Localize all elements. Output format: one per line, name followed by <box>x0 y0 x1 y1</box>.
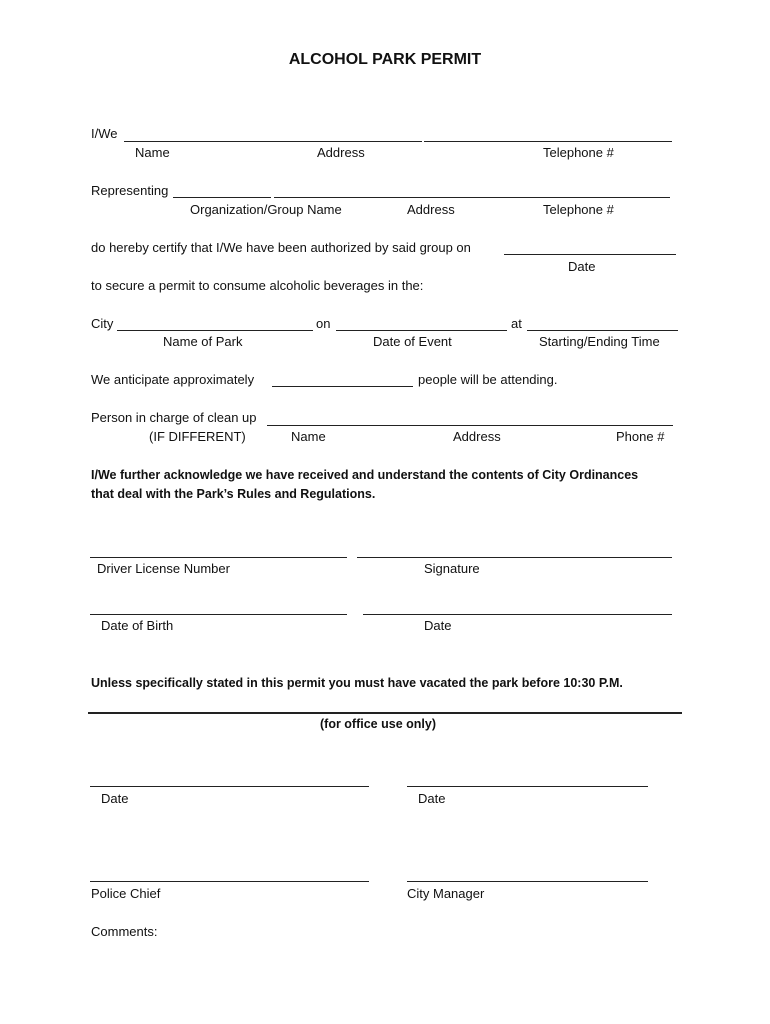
applicant-telephone-field[interactable] <box>424 141 672 142</box>
signature-date-label: Date <box>424 618 452 633</box>
acknowledge-line-2: that deal with the Park’s Rules and Regulations. <box>91 487 376 501</box>
office-use-heading: (for office use only) <box>320 717 436 731</box>
office-date-left-label: Date <box>101 791 129 806</box>
office-use-divider <box>88 712 682 714</box>
representing-prefix: Representing <box>91 183 169 198</box>
office-date-left-field[interactable] <box>90 786 369 787</box>
authorization-date-field[interactable] <box>504 254 676 255</box>
park-name-field[interactable] <box>117 330 313 331</box>
representing-telephone-label: Telephone # <box>543 202 614 217</box>
signature-label: Signature <box>424 561 480 576</box>
event-time-label: Starting/Ending Time <box>539 334 660 349</box>
purpose-text: to secure a permit to consume alcoholic beverages in the: <box>91 278 424 293</box>
driver-license-field[interactable] <box>90 557 347 558</box>
representing-address-label: Address <box>407 202 455 217</box>
vacate-notice: Unless specifically stated in this permit you must have vacated the park before 10:30 P.M. <box>91 676 623 690</box>
attendance-prefix: We anticipate approximately <box>91 372 255 387</box>
park-name-label: Name of Park <box>163 334 243 349</box>
certify-text: do hereby certify that I/We have been authorized by said group on <box>91 240 471 255</box>
event-time-field[interactable] <box>527 330 678 331</box>
driver-license-label: Driver License Number <box>97 561 230 576</box>
office-date-right-field[interactable] <box>407 786 648 787</box>
date-of-birth-label: Date of Birth <box>101 618 174 633</box>
attendance-field[interactable] <box>272 386 413 387</box>
applicant-prefix: I/We <box>91 126 118 141</box>
at-word: at <box>511 316 522 331</box>
organization-field[interactable] <box>173 197 271 198</box>
on-word: on <box>316 316 331 331</box>
page-title: ALCOHOL PARK PERMIT <box>288 51 482 68</box>
event-date-label: Date of Event <box>373 334 452 349</box>
attendance-suffix: people will be attending. <box>418 372 558 387</box>
representing-address-telephone-field[interactable] <box>274 197 670 198</box>
acknowledge-line-1: I/We further acknowledge we have received and understand the contents of City Ordinances <box>91 468 639 482</box>
comments-label: Comments: <box>91 924 158 939</box>
cleanup-field[interactable] <box>267 425 673 426</box>
cleanup-prefix: Person in charge of clean up <box>91 410 257 425</box>
applicant-name-label: Name <box>135 145 170 160</box>
if-different-label: (IF DIFFERENT) <box>149 429 246 444</box>
signature-field[interactable] <box>357 557 672 558</box>
organization-label: Organization/Group Name <box>190 202 342 217</box>
city-manager-signature-field[interactable] <box>407 881 648 882</box>
cleanup-name-label: Name <box>291 429 326 444</box>
signature-date-field[interactable] <box>363 614 672 615</box>
event-date-field[interactable] <box>336 330 507 331</box>
authorization-date-label: Date <box>568 259 596 274</box>
police-chief-signature-field[interactable] <box>90 881 369 882</box>
cleanup-address-label: Address <box>453 429 501 444</box>
police-chief-label: Police Chief <box>91 886 161 901</box>
applicant-address-label: Address <box>317 145 365 160</box>
cleanup-phone-label: Phone # <box>616 429 665 444</box>
office-date-right-label: Date <box>418 791 446 806</box>
date-of-birth-field[interactable] <box>90 614 347 615</box>
city-manager-label: City Manager <box>407 886 485 901</box>
city-prefix: City <box>91 316 114 331</box>
applicant-name-field[interactable] <box>124 141 422 142</box>
applicant-telephone-label: Telephone # <box>543 145 614 160</box>
